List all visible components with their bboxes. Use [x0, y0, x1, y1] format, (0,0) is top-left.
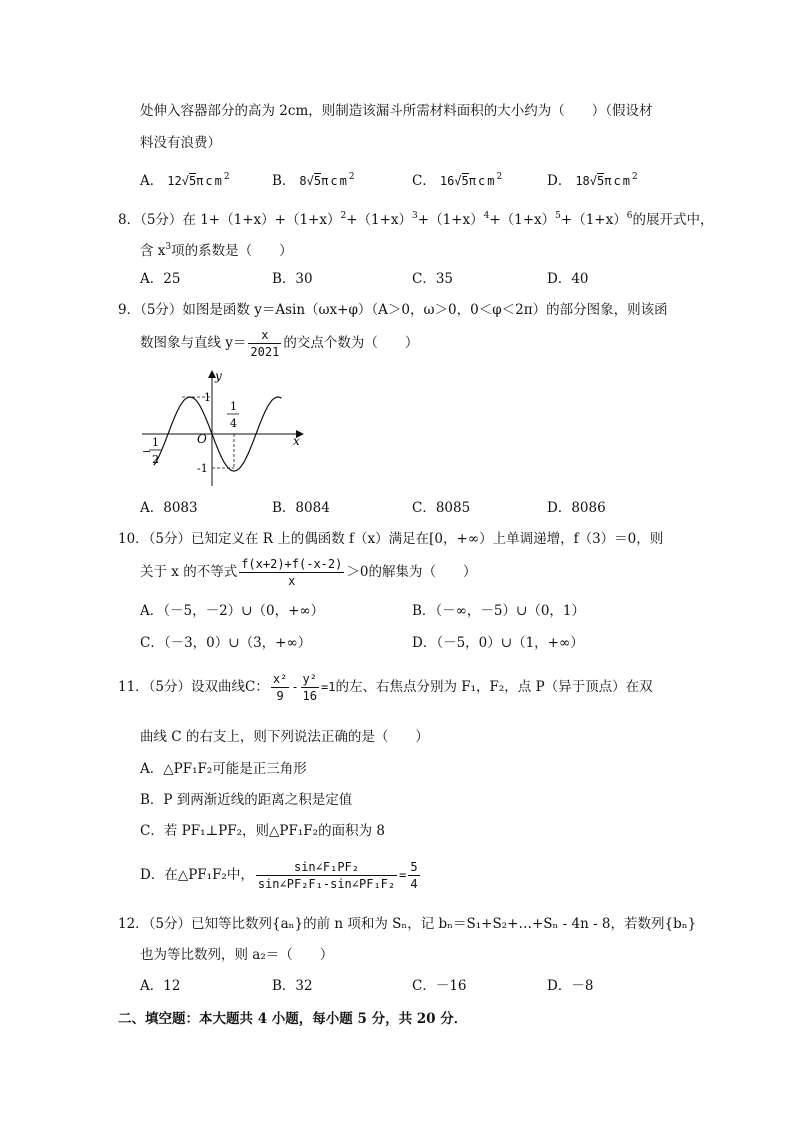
half-den: 2 [152, 453, 159, 466]
tick-neg1: -1 [197, 462, 208, 475]
quarter-den: 4 [230, 417, 237, 430]
q8-line2: 含 $x^3$项的系数是（ ） [140, 242, 293, 259]
q10-option-a: A．（－5，－2）∪（0，+∞） [140, 603, 325, 619]
q8-option-c: C．35 [412, 271, 454, 287]
q9-line1: 9．（5分）如图是函数 y＝Asin（ωx+φ）（A＞0，ω＞0，0＜φ＜2π）的部分图象，则该函 [118, 302, 668, 318]
q8-stem: 8．（5分）在 $1+(1+x)+(1+x)^2+(1+x)^3+(1+x)^4+(1+x)^5+(1+x)^6$的展开式中， [118, 211, 714, 228]
q7-option-b: B． 8√5πcm$^2$ [272, 172, 355, 189]
half-sign: − [142, 445, 152, 458]
q12-line1: 12．（5分）已知等比数列{aₙ}的前 n 项和为 Sₙ，记 bₙ＝S₁+S₂+…+Sₙ - 4n - 8，若数列{bₙ} [118, 916, 697, 932]
half-num: 1 [152, 436, 159, 449]
q10-option-d: D．（－5，0）∪（1，+∞） [412, 635, 584, 651]
q8-option-d: D．40 [547, 271, 589, 287]
q10-option-c: C．（－3，0）∪（3，+∞） [140, 635, 312, 651]
q9-option-d: D．8086 [547, 500, 606, 516]
q9-line2: 数图象与直线 y＝ $\frac{x}{2021}$ 的交点个数为（ ） [140, 328, 419, 359]
q12-option-b: B．32 [272, 978, 313, 994]
q9-option-c: C．8085 [412, 500, 471, 516]
q12-option-a: A．12 [140, 978, 181, 994]
q12-option-c: C．－16 [412, 978, 467, 994]
quarter-num: 1 [230, 400, 237, 413]
q9-option-b: B．8084 [272, 500, 330, 516]
q10-line2: 关于 x 的不等式 $\frac{f(x+2)+f(-x-2)}{x}$ ＞0的解集为（ ） [140, 557, 477, 588]
q7-option-d: D． 18√5πcm$^2$ [547, 172, 638, 189]
q11-option-b: B．P 到两渐近线的距离之积是定值 [140, 792, 353, 808]
q9-graph [138, 364, 313, 494]
q10-option-b: B．（－∞，－5）∪（0，1） [412, 603, 585, 619]
q11-option-d: D．在△PF₁F₂中， $\frac{\text{sin∠F₁PF₂}}{\text{sin∠PF₂F₁-sin∠PF₁F₂}}$ = $\frac{5}{4}$ [140, 860, 418, 891]
origin-label: O [197, 432, 207, 446]
q11-option-a: A．△PF₁F₂可能是正三角形 [140, 761, 307, 777]
q7-option-a: A． 12√5πcm$^2$ [140, 172, 230, 189]
q7-line1: 处伸入容器部分的高为 2cm，则制造该漏斗所需材料面积的大小约为（ ）（假设材 [140, 103, 653, 119]
q8-option-a: A．25 [140, 271, 181, 287]
q12-line2: 也为等比数列，则 a₂＝（ ） [140, 947, 334, 963]
y-label: y [215, 369, 222, 383]
q10-line1: 10．（5分）已知定义在 R 上的偶函数 f（x）满足在[0，+∞）上单调递增，f（3）＝0，则 [118, 531, 664, 547]
section-2-heading: 二、填空题：本大题共 4 小题，每小题 5 分，共 20 分． [118, 1011, 468, 1027]
x-label: x [293, 434, 300, 448]
q11-line1: 11．（5分）设双曲线C： $\frac{\text{x²}}{9}$ - $\frac{\text{y²}}{16}$ =1的左、右焦点分别为 F₁，F₂，点 P（异于顶点）在双 [118, 672, 653, 703]
tick-1: 1 [204, 391, 211, 404]
q11-option-c: C．若 PF₁⊥PF₂，则△PF₁F₂的面积为 8 [140, 823, 385, 839]
q8-option-b: B．30 [272, 271, 313, 287]
q11-line2: 曲线 C 的右支上，则下列说法正确的是（ ） [140, 729, 429, 745]
q12-option-d: D．－8 [547, 978, 594, 994]
q9-option-a: A．8083 [140, 500, 198, 516]
q7-line2: 料没有浪费） [140, 135, 221, 151]
q7-option-c: C． 16√5πcm$^2$ [412, 172, 503, 189]
